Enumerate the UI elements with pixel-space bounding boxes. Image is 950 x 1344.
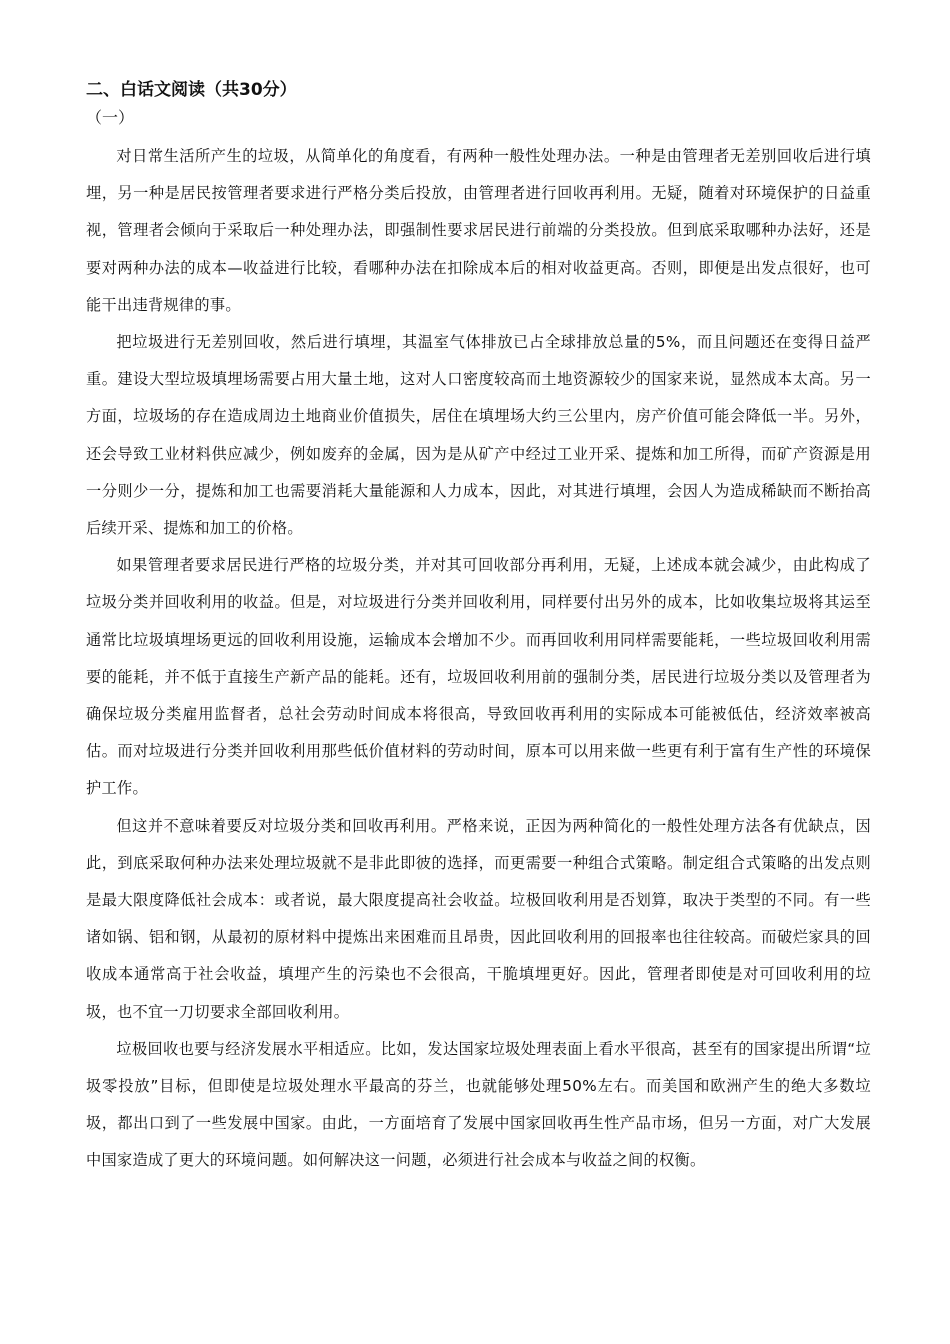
paragraph-1: 对日常生活所产生的垃圾，从简单化的角度看，有两种一般性处理办法。一种是由管理者无差别回收后进行填埋，另一种是居民按管理者要求进行严格分类后投放，由管理者进行回收再利用。无疑，随着对环境保护的日益重视，管理者会倾向于采取后一种处理办法，即强制性要求居民进行前端的分类投放。但到底采取哪种办法好，还是要对两种办法的成本—收益进行比较，看哪种办法在扣除成本后的相对收益更高。否则，即便是出发点很好，也可能干出违背规律的事。 — [86, 147, 871, 314]
paragraph-5: 垃极回收也要与经济发展水平相适应。比如，发达国家垃圾处理表面上看水平很高，甚至有的国家提出所谓“垃圾零投放”目标，但即使是垃圾处理水平最高的芬兰，也就能够处理50%左右。而美国和欧洲产生的绝大多数垃圾，都出口到了一些发展中国家。由此，一方面培育了发展中国家回收再生性产品市场，但另一方面，对广大发展中国家造成了更大的环境问题。如何解决这一问题，必须进行社会成本与收益之间的权衡。 — [86, 1039, 871, 1170]
document-page — [86, 76, 871, 1180]
paragraph-4: 但这并不意味着要反对垃圾分类和回收再利用。严格来说，正因为两种简化的一般性处理方法各有优缺点，因此，到底采取何种办法来处理垃圾就不是非此即彼的选择，而更需要一种组合式策略。制定组合式策略的出发点则是最大限度降低社会成本：或者说，最大限度提高社会收益。垃极回收利用是否划算，取决于类型的不同。有一些诸如锅、铝和钢，从最初的原材料中提炼出来困难而且昂贵，因此回收利用的回报率也往往较高。而破烂家具的回收成本通常高于社会收益，填埋产生的污染也不会很高，干脆填埋更好。因此，管理者即使是对可回收利用的垃圾，也不宜一刀切要求全部回收利用。 — [86, 816, 871, 1021]
subsection-label: （一） — [86, 108, 135, 127]
paragraph-2: 把垃圾进行无差别回收，然后进行填埋，其温室气体排放已占全球排放总量的5%，而且问题还在变得日益严重。建设大型垃圾填埋场需要占用大量土地，这对人口密度较高而土地资源较少的国家来说，显然成本太高。另一方面，垃圾场的存在造成周边土地商业价值损失，居住在填埋场大约三公里内，房产价值可能会降低一半。另外，还会导致工业材料供应减少，例如废弃的金属，因为是从矿产中经过工业开采、提炼和加工所得，而矿产资源是用一分则少一分，提炼和加工也需要消耗大量能源和人力成本，因此，对其进行填埋，会因人为造成稀缺而不断抬高后续开采、提炼和加工的价格。 — [86, 333, 871, 538]
paragraph-3: 如果管理者要求居民进行严格的垃圾分类，并对其可回收部分再利用，无疑，上述成本就会减少，由此构成了垃圾分类并回收利用的收益。但是，对垃圾进行分类并回收利用，同样要付出另外的成本，比如收集垃圾将其运至通常比垃圾填埋场更远的回收利用设施，运输成本会增加不少。而再回收利用同样需要能耗，一些垃圾回收利用需要的能耗，并不低于直接生产新产品的能耗。还有，垃圾回收利用前的强制分类，居民进行垃圾分类以及管理者为确保垃圾分类雇用监督者，总社会劳动时间成本将很高，导致回收再利用的实际成本可能被低估，经济效率被高估。而对垃圾进行分类并回收利用那些低价值材料的劳动时间，原本可以用来做一些更有利于富有生产性的环境保护工作。 — [86, 556, 871, 798]
section-title: 二、白话文阅读（共30分） — [86, 80, 297, 100]
